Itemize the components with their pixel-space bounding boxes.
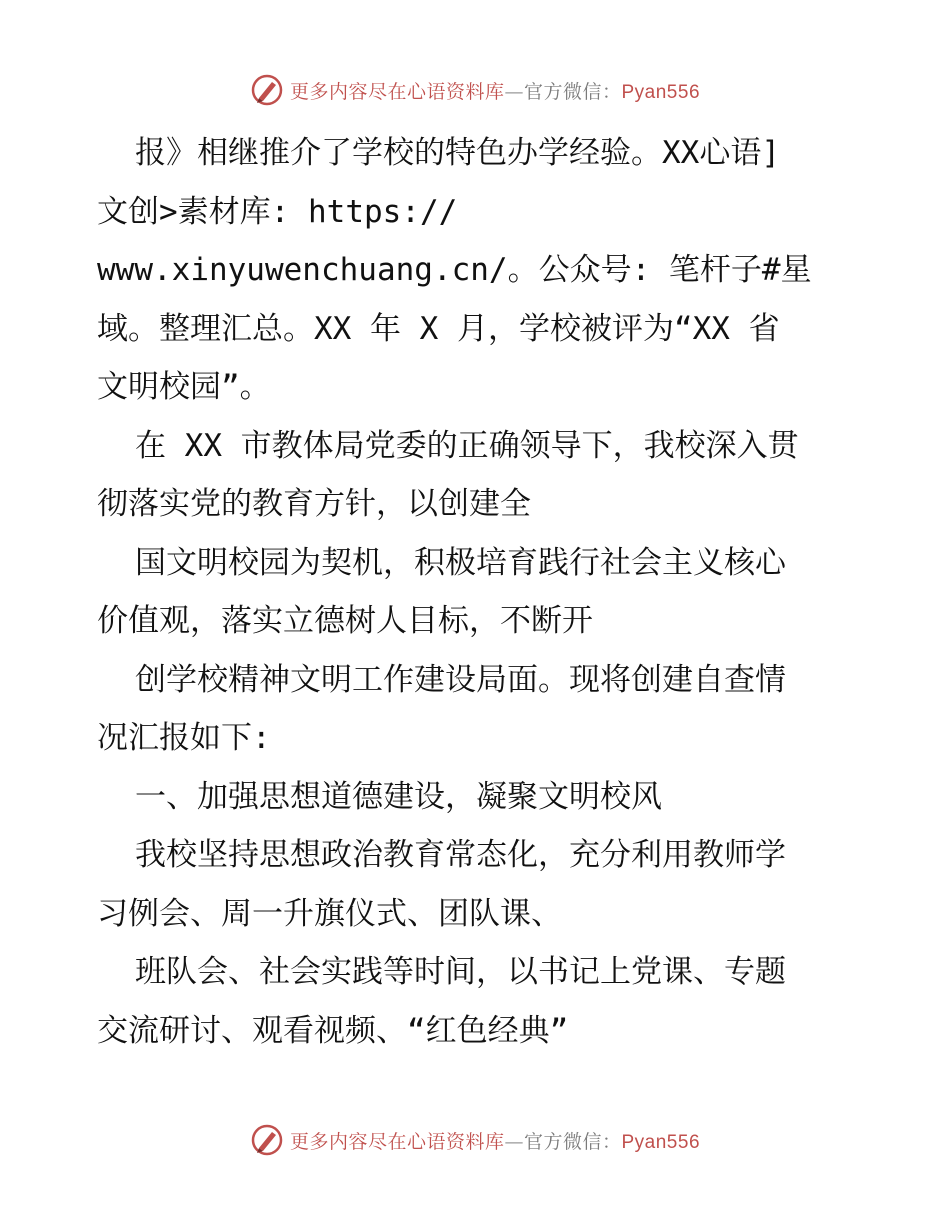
text-line: 创学校精神文明工作建设局面。现将创建自查情 xyxy=(135,661,786,698)
document-body xyxy=(97,124,857,1060)
footer-watermark-banner xyxy=(0,1120,950,1160)
text-line: 价值观，落实立德树人目标，不断开 xyxy=(97,603,593,639)
text-line: 况汇报如下: xyxy=(97,720,271,756)
text-line: 交流研讨、观看视频、“红色经典” xyxy=(97,1012,569,1049)
section-heading: 一、加强思想道德建设，凝聚文明校风 xyxy=(135,778,662,815)
text-line: 彻落实党的教育方针，以创建全 xyxy=(97,486,531,522)
text-line: 报》相继推介了学校的特色办学经验。XX心语] xyxy=(135,135,780,171)
text-line: 文明校园”。 xyxy=(97,369,271,405)
pen-logo-icon xyxy=(250,1123,284,1157)
text-line: 文创>素材库: https:// xyxy=(97,193,458,230)
banner-text: 更多内容尽在心语资料库—官方微信：Pyan556 xyxy=(289,80,701,103)
header-watermark-banner xyxy=(0,70,950,110)
text-line: 域。整理汇总。XX 年 X 月，学校被评为“XX 省 xyxy=(97,310,780,347)
text-line: 班队会、社会实践等时间，以书记上党课、专题 xyxy=(135,954,786,990)
text-line: 习例会、周一升旗仪式、团队课、 xyxy=(97,895,562,932)
text-line: 在 XX 市教体局党委的正确领导下，我校深入贯 xyxy=(135,427,799,464)
text-line: 我校坚持思想政治教育常态化，充分利用教师学 xyxy=(135,837,786,873)
banner-text: 更多内容尽在心语资料库—官方微信：Pyan556 xyxy=(289,1130,701,1153)
pen-logo-icon xyxy=(250,73,284,107)
text-line: www.xinyuwenchuang.cn/。公众号: 笔杆子#星 xyxy=(97,252,812,288)
text-line: 国文明校园为契机，积极培育践行社会主义核心 xyxy=(135,544,786,581)
